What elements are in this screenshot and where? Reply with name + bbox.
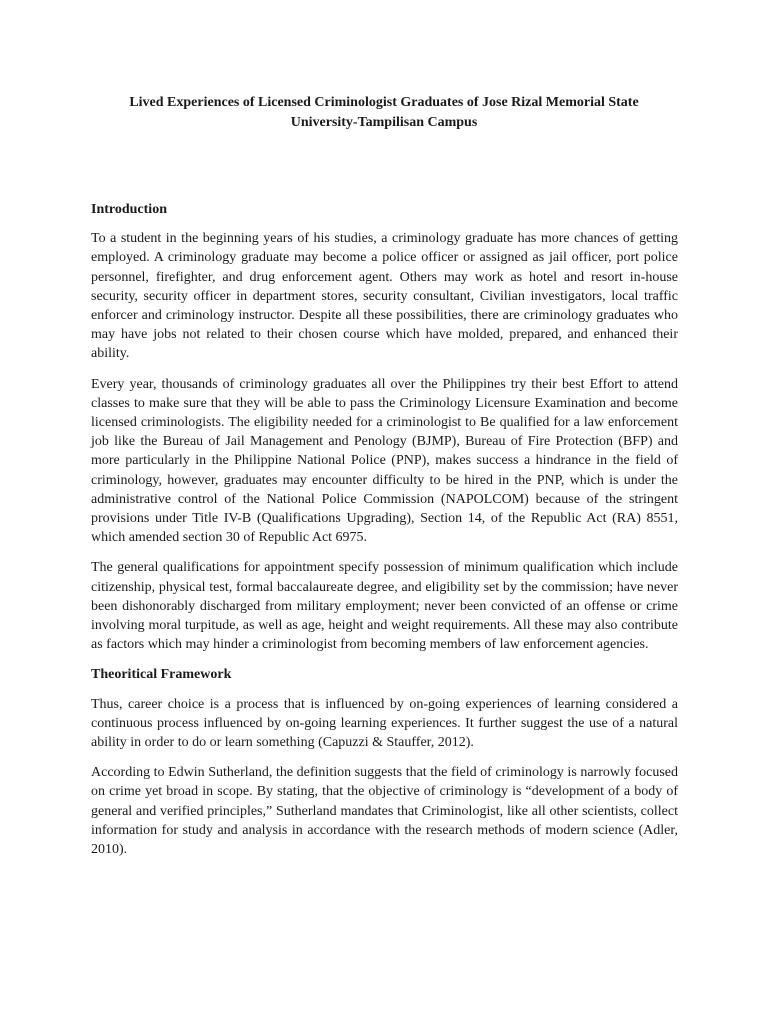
section-introduction: [91, 200, 678, 654]
section-heading: Theoritical Framework: [91, 667, 232, 683]
title-line-1: Lived Experiences of Licensed Criminologist Graduates of Jose Rizal Memorial State: [129, 95, 639, 110]
section-theoretical-framework: [91, 665, 678, 859]
paragraph: The general qualifications for appointment specify possession of minimum qualification which include citizenship, physical test, formal baccalaureate degree, and eligibility set by the commission; have never been dishonorably discharged from military employment; never been convicted of an offense or crime involving moral turpitude, as well as age, height and weight requirements. All these may also contribute as factors which may hinder a criminologist from becoming members of law enforcement agencies.: [91, 560, 678, 653]
paragraph: To a student in the beginning years of his studies, a criminology graduate has more chances of getting employed. A criminology graduate may become a police officer or assigned as jail officer, port police personnel, firefighter, and drug enforcement agent. Others may work as hotel and resort in-house security, security officer in department stores, security consultant, Civilian investigators, local traffic enforcer and criminology instructor. Despite all these possibilities, there are criminology graduates who may have jobs not related to their chosen course which have molded, prepared, and enhanced their ability.: [91, 231, 678, 362]
section-heading: Introduction: [91, 202, 167, 217]
paragraph: Every year, thousands of criminology graduates all over the Philippines try their best Effort to attend classes to make sure that they will be able to pass the Criminology Licensure Examination and become licensed criminologists. The eligibility needed for a criminologist to Be qualified for a law enforcement job like the Bureau of Jail Management and Penology (BJMP), Bureau of Fire Protection (BFP) and more particularly in the Philippine National Police (PNP), makes success a hindrance in the field of criminology, however, graduates may encounter difficulty to be hired in the PNP, which is under the administrative control of the National Police Commission (NAPOLCOM) because of the stringent provisions under Title IV-B (Qualifications Upgrading), Section 14, of the Republic Act (RA) 8551, which amended section 30 of Republic Act 6975.: [91, 376, 678, 546]
title-line-2: University-Tampilisan Campus: [290, 115, 478, 130]
document-body: [91, 200, 678, 870]
paragraph: Thus, career choice is a process that is influenced by on-going experiences of learning considered a continuous process influenced by on-going learning experiences. It further suggest the use of a natural ability in order to do or learn something (Capuzzi & Stauffer, 2012).: [91, 696, 678, 751]
document-title: [90, 93, 678, 133]
paragraph: According to Edwin Sutherland, the definition suggests that the field of criminology is narrowly focused on crime yet broad in scope. By stating, that the objective of criminology is “development of a body of general and verified principles,” Sutherland mandates that Criminologist, like all other scientists, collect information for study and analysis in accordance with the research methods of modern science (Adler, 2010).: [91, 765, 678, 858]
